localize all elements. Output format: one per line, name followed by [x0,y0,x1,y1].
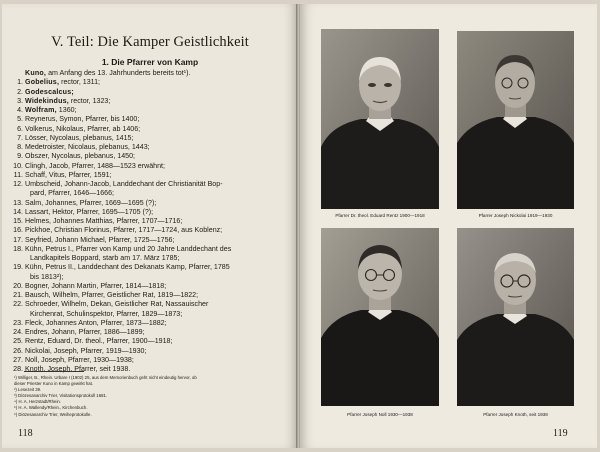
left-page [2,4,298,448]
list-item [14,356,286,365]
list-item [14,106,286,115]
list-item-text: Endres, Johann, Pfarrer, 1886—1899; [25,328,145,336]
footnote: ¹) Williger, B., Rhein. Urbare I (1902) 25, aus dem Memorienbuch geht nicht eindeutig hervor, ob [14,375,197,380]
list-item-text: Helmes, Johannes Matthias, Pfarrer, 1707—1716; [25,217,183,225]
caption-knoth: Pfarrer Joseph Knoth, seit 1938 [483,412,548,417]
list-item-continuation: Kirchenrat, Schulinspektor, Pfarrer, 1829—1873; [30,309,183,318]
portrait-photo-nickolai [457,31,574,209]
list-item-number: 10. [13,161,23,170]
footnote: dieser Priester Kuno in Kamp gewirkt hat. [14,381,94,387]
list-item [14,152,286,161]
list-item-text: Lassart, Hektor, Pfarrer, 1695—1705 (?); [25,207,154,216]
list-item-number: 12. [13,180,23,188]
list-item [14,300,286,319]
list-item-number: 27. [13,355,23,364]
list-item-text: Volkerus, Nikolaus, Pfarrer, ab 1406; [25,124,141,133]
list-item-number: 23. [13,318,23,327]
list-item-number: 19. [13,263,23,272]
list-item [14,245,286,264]
list-item-text: rector, 1323; [68,96,111,105]
list-item-text: Kühn, Petrus I., Pfarrer von Kamp und 20 Jahre Landdechant des [25,244,232,253]
list-item-number: 25. [13,337,23,346]
list-item-text: rector, 1311; [59,78,101,87]
list-item-text: Reynerus, Symon, Pfarrer, bis 1400; [25,115,140,124]
list-item-number: 9. [17,152,23,161]
footnote: ²) Lesezeit 39. [14,387,42,393]
list-item-number: 15. [13,217,23,225]
list-item-number: 22. [13,300,23,309]
list-item [14,319,286,328]
footnote: ⁶) Diözesanarchiv Trier, Weiheprotokolle. [14,411,92,417]
list-item-text: Umbscheid, Johann-Jacob, Landdechant der Christianität Bop- [25,180,223,188]
list-item-number: 1. [17,78,23,87]
list-item-number: 14. [13,207,23,216]
list-item-number: 24. [13,328,23,336]
list-item-continuation: bis 1813²); [30,272,64,281]
list-item-text: Bausch, Wilhelm, Pfarrer, Geistlicher Rat, 1819—1822; [25,291,199,299]
list-item-number: 13. [13,198,23,207]
portrait-photo-rentz [321,29,439,209]
list-item-name: Gobelius, [25,78,60,87]
footnote: ⁵) H. A. Wallendy/Rhein., Kirchenbuch. [14,405,88,411]
footnote-list [14,375,286,418]
list-item-number: 16. [13,226,23,235]
list-item-text: Knoth, Joseph, Pfarrer, seit 1938. [25,365,131,373]
list-item-number: 8. [17,143,23,151]
list-item-number: 7. [17,133,23,142]
list-item-number: 11. [13,170,23,179]
list-item-number: 28. [13,365,23,373]
list-item-number: 5. [17,115,23,124]
list-item [14,282,286,291]
list-item-text: Kühn, Petrus II., Landdechant des Dekanats Kamp, Pfarrer, 1785 [25,263,230,272]
footnote: ³) Diözesanarchiv Trier, Visitationsprotokoll 1681. [14,393,108,399]
chapter-title: V. Teil: Die Kamper Geistlichkeit [51,34,249,50]
footnote: ⁴) H. A. Herzstadt/Rhein. [14,399,61,405]
list-item-name: Wolfram, [25,106,57,114]
list-item-number: 20. [13,281,23,290]
list-item-number: 6. [17,124,23,133]
list-item-continuation: Landkapitels Boppard, starb am 17. März 1785; [30,254,180,262]
list-item [14,236,286,245]
list-item-text: Fleck, Johannes Anton, Pfarrer, 1873—1882; [25,318,167,327]
list-item [14,125,286,134]
list-item-text: Schroeder, Wilhelm, Dekan, Geistlicher Rat, Nassauischer [25,300,209,309]
list-item [14,134,286,143]
list-item-text: am Anfang des 13. Jahrhunderts bereits tot¹). [46,69,191,77]
list-item [14,263,286,282]
section-title: 1. Die Pfarrer von Kamp [101,57,199,67]
list-item-text: Bogner, Johann Martin, Pfarrer, 1814—1818; [25,281,167,290]
list-item [14,291,286,300]
portrait-photo-knoth [457,228,574,406]
list-item-text: Pickhoe, Christian Florinus, Pfarrer, 1717—1724, aus Koblenz; [25,226,223,235]
list-item [14,162,286,171]
caption-noll: Pfarrer Joseph Noll 1930—1938 [347,412,413,417]
list-item-text: 1360; [56,106,77,114]
list-item-number: 17. [13,235,23,244]
list-item-text: Schaff, Vitus, Pfarrer, 1591; [25,170,112,179]
list-item-number: 26. [13,346,23,355]
list-item-name: Widekindus, [25,96,69,105]
list-item [14,347,286,356]
list-item-text: Medetroister, Nicolaus, plebanus, 1443; [25,143,150,151]
list-item [14,337,286,346]
list-item [14,97,286,106]
list-item-text: Clingh, Jacob, Pfarrer, 1488—1523 erwähnt; [25,161,165,170]
list-item [14,171,286,180]
list-item [14,365,286,374]
list-item [14,69,286,78]
list-item-number: 2. [17,87,23,96]
list-item-number: 21. [13,291,23,299]
list-item-text: Obszer, Nycolaus, plebanus, 1450; [25,152,136,161]
right-page [300,4,597,448]
list-item-number: 3. [17,96,23,105]
page-number-left: 118 [18,428,33,439]
pastor-list [14,69,286,374]
list-item-text: Nickolai, Joseph, Pfarrer, 1919—1930; [25,346,147,355]
list-item-continuation: pard, Pfarrer, 1646—1666; [30,189,114,198]
list-item [14,143,286,152]
portrait-photo-noll [321,228,439,406]
list-item-number: 18. [13,244,23,253]
list-item [14,115,286,124]
list-item-text: Noll, Joseph, Pfarrer, 1930—1938; [25,355,134,364]
list-item [14,226,286,235]
caption-nickolai: Pfarrer Joseph Nickolai 1919—1930 [478,213,553,218]
list-item-text: Rentz, Eduard, Dr. theol., Pfarrer, 1900—1918; [25,337,173,346]
list-item-text: Salm, Johannes, Pfarrer, 1669—1695 (?); [25,198,157,207]
list-item [14,78,286,87]
list-item-name: Godescalcus; [25,87,74,96]
caption-rentz: Pfarrer Dr. theol. Eduard Rentz 1900—1918 [335,213,425,218]
list-item [14,88,286,97]
list-item [14,208,286,217]
list-item [14,328,286,337]
page-number-right: 119 [553,428,568,439]
list-item [14,199,286,208]
list-item-text: Lösser, Nycolaus, plebanus, 1415; [25,133,134,142]
list-item [14,217,286,226]
list-item-name: Kuno, [25,69,47,77]
list-item-text: Seyfried, Johann Michael, Pfarrer, 1725—1756; [25,235,175,244]
footnote-rule [24,371,84,372]
list-item-number: 4. [17,106,23,114]
list-item [14,180,286,199]
